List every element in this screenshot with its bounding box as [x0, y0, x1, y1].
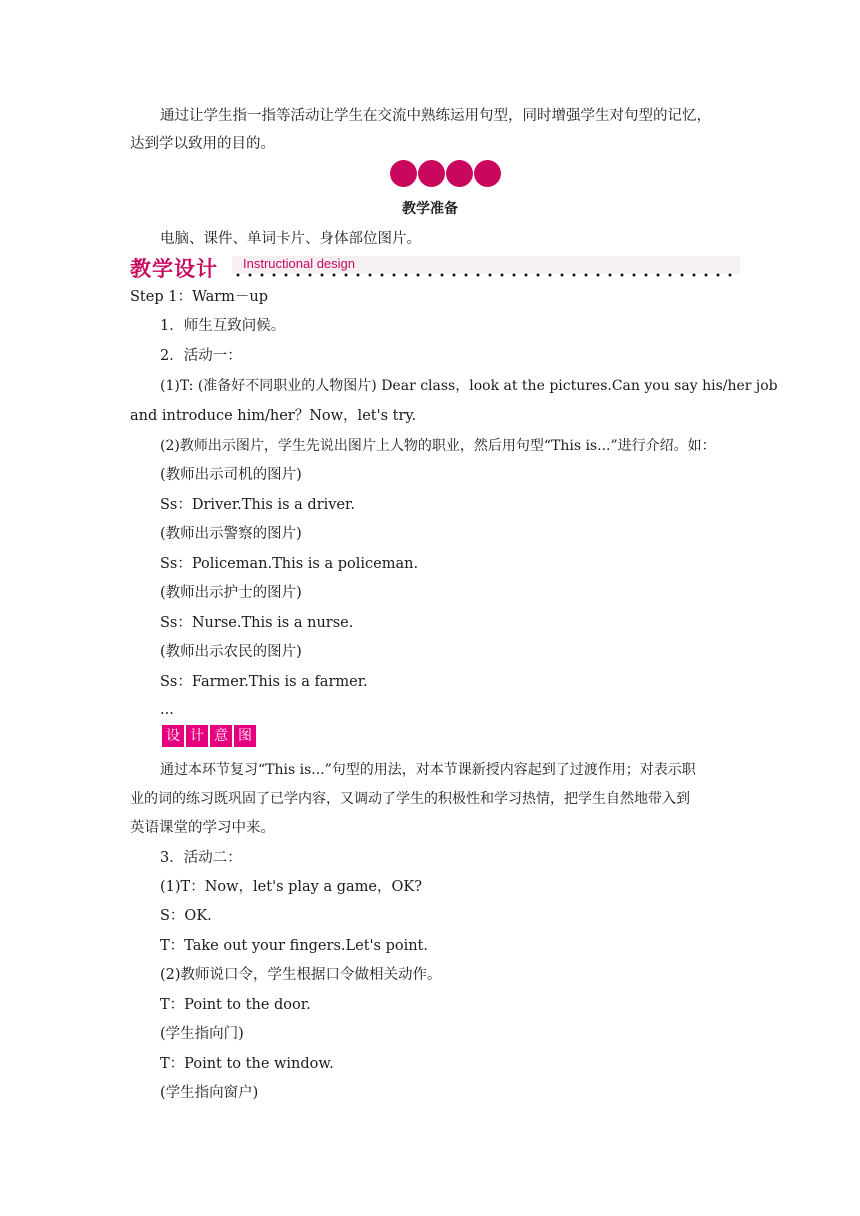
activity2-line: (1)T：Now，let's play a game，OK? [160, 879, 422, 895]
design-intent-badge [162, 725, 256, 747]
dialog-line: Ss：Driver.This is a driver. [160, 497, 355, 513]
prep-text: 电脑、课件、单词卡片、身体部位图片。 [160, 231, 421, 247]
ornament-dot [474, 160, 501, 187]
intro-line-1: 通过让学生指一指等活动让学生在交流中熟练运用句型，同时增强学生对句型的记忆， [160, 108, 711, 124]
step1-item2: 2．活动一： [160, 348, 242, 364]
activity2-line: T：Take out your fingers.Let's point. [160, 938, 428, 954]
activity2-line: T：Point to the door. [160, 997, 311, 1013]
dialog-line: (教师出示护士的图片) [160, 585, 302, 601]
badge-char: 设 [162, 725, 184, 747]
ornament-dot [418, 160, 445, 187]
activity2-line: S：OK. [160, 908, 212, 924]
activity2-line: (学生指向窗户) [160, 1085, 259, 1101]
dialog-line: (教师出示农民的图片) [160, 644, 302, 660]
intent-line-2: 业的词的练习既巩固了已学内容，又调动了学生的积极性和学习热情，把学生自然地带入到 [130, 791, 690, 807]
dialog-line: (教师出示司机的图片) [160, 467, 302, 483]
prep-title: 教学准备 [402, 201, 458, 217]
dialog-line: Ss：Policeman.This is a policeman. [160, 556, 419, 572]
dialog-line: (教师出示警察的图片) [160, 526, 302, 542]
step1-p2: (2)教师出示图片，学生先说出图片上人物的职业，然后用句型“This is...”进行介绍。如： [160, 438, 716, 454]
step1-item1: 1．师生互致问候。 [160, 318, 286, 334]
activity2-line: (学生指向门) [160, 1026, 244, 1042]
dialog-ellipsis: ... [160, 702, 174, 718]
step1-p1-line2: and introduce him/her？Now，let's try. [130, 408, 417, 424]
step1-p1-line1: (1)T: (准备好不同职业的人物图片) Dear class，look at the pictures.Can you say his/her job [160, 378, 778, 394]
badge-char: 计 [186, 725, 208, 747]
activity2-heading: 3．活动二： [160, 850, 242, 866]
activity2-line: (2)教师说口令，学生根据口令做相关动作。 [160, 967, 442, 983]
dialog-line: Ss：Farmer.This is a farmer. [160, 674, 368, 690]
ornament-dot [390, 160, 417, 187]
intent-line-1: 通过本环节复习“This is...”句型的用法，对本节课新授内容起到了过渡作用；对表示职 [160, 762, 696, 778]
section-title: 教学设计 [130, 257, 218, 281]
intro-line-2: 达到学以致用的目的。 [130, 136, 275, 152]
ornament-dots [390, 160, 502, 190]
section-subtitle: Instructional design [243, 256, 356, 271]
ornament-dot [446, 160, 473, 187]
badge-char: 图 [234, 725, 256, 747]
badge-char: 意 [210, 725, 232, 747]
dialog-line: Ss：Nurse.This is a nurse. [160, 615, 354, 631]
activity2-line: T：Point to the window. [160, 1056, 334, 1072]
section-dotted-rule [232, 272, 740, 278]
intent-line-3: 英语课堂的学习中来。 [130, 820, 275, 836]
step1-heading: Step 1：Warm－up [130, 289, 269, 305]
